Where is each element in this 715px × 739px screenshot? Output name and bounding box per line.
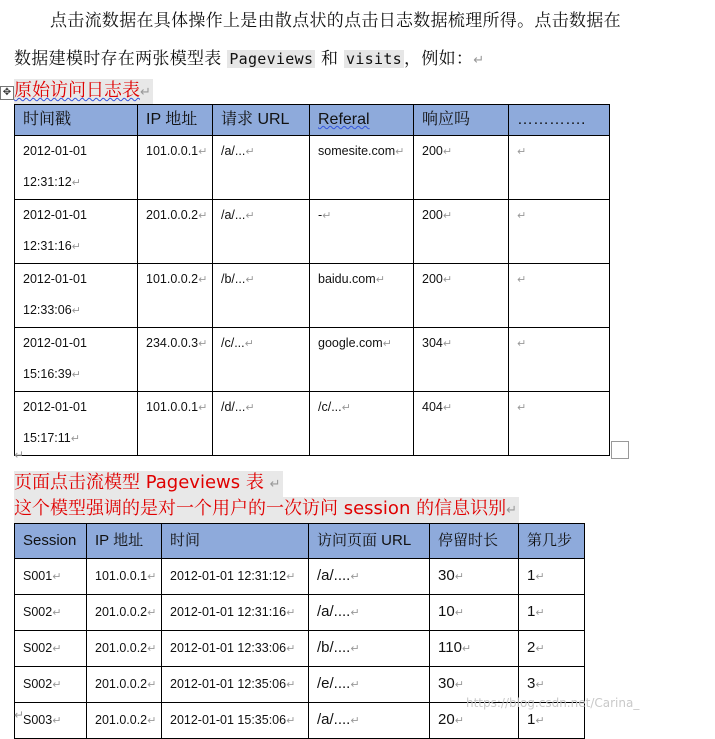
- cell-url: /a/...↵: [213, 200, 310, 264]
- cell-session: S001↵: [15, 559, 87, 595]
- raw-log-table: [14, 104, 610, 456]
- section-subtitle: [14, 497, 519, 523]
- paragraph-mark: ↵: [506, 503, 517, 518]
- cell-more: ↵: [509, 264, 610, 328]
- cell-more: ↵: [509, 328, 610, 392]
- paragraph-mark: ↵: [14, 708, 25, 722]
- cell-timestamp: 2012-01-01 15:17:11↵: [15, 392, 138, 456]
- section-title-text: 页面点击流模型 Pageviews 表: [14, 472, 264, 493]
- intro-and: 和: [315, 49, 345, 69]
- section-title-text: 原始访问日志表: [14, 80, 140, 101]
- paragraph-mark: ↵: [14, 448, 25, 462]
- cell-referal: /c/...↵: [310, 392, 414, 456]
- cell-timestamp: 2012-01-01 12:31:12↵: [15, 136, 138, 200]
- col-stay: 停留时长: [430, 524, 519, 559]
- section-title-pageviews: [14, 471, 283, 497]
- cell-url: /d/...↵: [213, 392, 310, 456]
- cell-stay: 30↵: [430, 559, 519, 595]
- cell-ip: 101.0.0.1↵: [138, 392, 213, 456]
- table-header-row: [15, 524, 585, 559]
- cell-more: ↵: [509, 392, 610, 456]
- col-response: 响应吗: [414, 105, 509, 136]
- cell-timestamp: 2012-01-01 12:33:06↵: [15, 264, 138, 328]
- cell-referal: baidu.com↵: [310, 264, 414, 328]
- cell-step: 3↵: [519, 667, 585, 703]
- cell-time: 2012-01-01 12:31:16↵: [162, 595, 309, 631]
- col-more: ………….: [509, 105, 610, 136]
- cell-session: S003↵: [15, 703, 87, 739]
- cell-stay: 30↵: [430, 667, 519, 703]
- col-url: 访问页面 URL: [309, 524, 430, 559]
- cell-url: /a/....↵: [309, 559, 430, 595]
- intro-line-2: [14, 48, 714, 72]
- cell-url: /e/....↵: [309, 667, 430, 703]
- cell-response: 304↵: [414, 328, 509, 392]
- col-timestamp: 时间戳: [15, 105, 138, 136]
- cell-ip: 201.0.0.2↵: [87, 703, 162, 739]
- cell-response: 200↵: [414, 136, 509, 200]
- cell-referal: google.com↵: [310, 328, 414, 392]
- table-row: [15, 559, 585, 595]
- cell-url: /a/....↵: [309, 595, 430, 631]
- table-row: [15, 631, 585, 667]
- code-pageviews: Pageviews: [229, 50, 314, 68]
- col-session: Session: [15, 524, 87, 559]
- cell-response: 200↵: [414, 200, 509, 264]
- table-row: [15, 392, 610, 456]
- table-row: [15, 200, 610, 264]
- watermark: https://blog.csdn.net/Carina_: [466, 696, 640, 710]
- section-subtitle-text: 这个模型强调的是对一个用户的一次访问 session 的信息识别: [14, 498, 507, 519]
- cell-more: ↵: [509, 136, 610, 200]
- cell-url: /a/....↵: [309, 703, 430, 739]
- cell-response: 200↵: [414, 264, 509, 328]
- cell-ip: 234.0.0.3↵: [138, 328, 213, 392]
- cell-time: 2012-01-01 12:31:12↵: [162, 559, 309, 595]
- cell-stay: 110↵: [430, 631, 519, 667]
- cell-referal: somesite.com↵: [310, 136, 414, 200]
- intro-text-1: 点击流数据在具体操作上是由散点状的点击日志数据梳理所得。点击数据在: [50, 11, 621, 31]
- cell-time: 2012-01-01 12:35:06↵: [162, 667, 309, 703]
- cell-response: 404↵: [414, 392, 509, 456]
- table-row: [15, 264, 610, 328]
- cell-step: 1↵: [519, 559, 585, 595]
- col-ip: IP 地址: [87, 524, 162, 559]
- cell-timestamp: 2012-01-01 15:16:39↵: [15, 328, 138, 392]
- cell-more: ↵: [509, 200, 610, 264]
- col-time: 时间: [162, 524, 309, 559]
- code-visits: visits: [346, 50, 403, 68]
- cell-session: S002↵: [15, 667, 87, 703]
- intro-line-1: [14, 10, 714, 32]
- cell-session: S002↵: [15, 631, 87, 667]
- paragraph-mark: ↵: [140, 85, 151, 100]
- cell-ip: 101.0.0.1↵: [87, 559, 162, 595]
- cell-ip: 101.0.0.1↵: [138, 136, 213, 200]
- col-step: 第几步: [519, 524, 585, 559]
- cell-ip: 101.0.0.2↵: [138, 264, 213, 328]
- table-resize-handle[interactable]: [611, 441, 629, 459]
- intro-text-2b: ，例如：: [404, 49, 474, 69]
- paragraph-mark: ↵: [269, 477, 281, 492]
- table-move-handle-icon[interactable]: ✥: [0, 86, 14, 100]
- col-url: 请求 URL: [213, 105, 310, 136]
- col-referal: Referal: [310, 105, 414, 136]
- cell-ip: 201.0.0.2↵: [138, 200, 213, 264]
- cell-session: S002↵: [15, 595, 87, 631]
- cell-url: /b/...↵: [213, 264, 310, 328]
- cell-stay: 20↵: [430, 703, 519, 739]
- cell-stay: 10↵: [430, 595, 519, 631]
- table-row: [15, 328, 610, 392]
- intro-text-2a: 数据建模时存在两张模型表: [14, 49, 228, 69]
- cell-ip: 201.0.0.2↵: [87, 667, 162, 703]
- cell-step: 1↵: [519, 595, 585, 631]
- cell-url: /a/...↵: [213, 136, 310, 200]
- cell-step: 1↵: [519, 703, 585, 739]
- cell-ip: 201.0.0.2↵: [87, 631, 162, 667]
- cell-time: 2012-01-01 15:35:06↵: [162, 703, 309, 739]
- table-header-row: [15, 105, 610, 136]
- cell-url: /b/....↵: [309, 631, 430, 667]
- table-row: [15, 136, 610, 200]
- cell-time: 2012-01-01 12:33:06↵: [162, 631, 309, 667]
- table-row: [15, 595, 585, 631]
- cell-step: 2↵: [519, 631, 585, 667]
- section-title-raw-log: [14, 79, 153, 105]
- cell-url: /c/...↵: [213, 328, 310, 392]
- cell-referal: -↵: [310, 200, 414, 264]
- cell-timestamp: 2012-01-01 12:31:16↵: [15, 200, 138, 264]
- col-ip: IP 地址: [138, 105, 213, 136]
- cell-ip: 201.0.0.2↵: [87, 595, 162, 631]
- paragraph-mark: ↵: [473, 53, 485, 68]
